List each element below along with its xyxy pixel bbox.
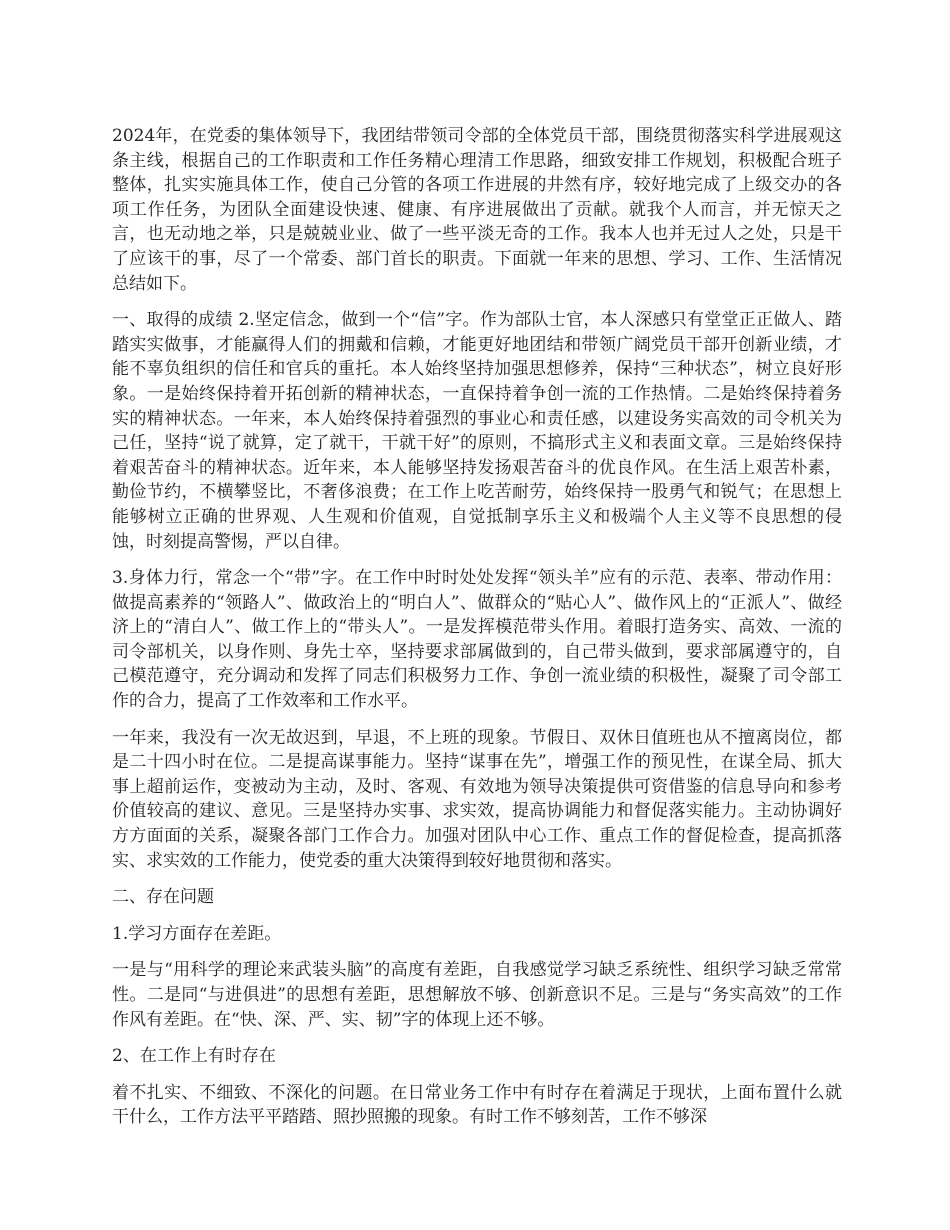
- section-heading-problems: 二、存在问题: [112, 887, 214, 908]
- paragraph-achievements-belief: 一、取得的成绩 2.坚定信念，做到一个“信”字。作为部队士官，本人深感只有堂堂正正做人、踏踏实实做事，才能赢得人们的拥戴和信赖，才能更好地团结和带领广阔党员干部开创新业绩，才能不辜负组织的信任和官兵的重托。本人始终坚持加强思想修养，保持“三种状态”，树立良好形象。一是始终保持着开拓创新的精神状态，一直保持着争创一流的工作热情。二是始终保持着务实的精神状态。一年来，本人始终保持着强烈的事业心和责任感，以建设务实高效的司令机关为己任，坚持“说了就算，定了就干，干就干好”的原则，不搞形式主义和表面文章。三是始终保持着艰苦奋斗的精神状态。近年来，本人能够坚持发扬艰苦奋斗的优良作风。在生活上艰苦朴素，勤俭节约，不横攀竖比，不奢侈浪费；在工作上吃苦耐劳，始终保持一股勇气和锐气；在思想上能够树立正确的世界观、人生观和价值观，自觉抵制享乐主义和极端个人主义等不良思想的侵蚀，时刻提高警惕，严以自律。: [112, 310, 842, 552]
- paragraph-work-issues: 着不扎实、不细致、不深化的问题。在日常业务工作中有时存在着满足于现状，上面布置什么就干什么，工作方法平平踏踏、照抄照搬的现象。有时工作不够刻苦，工作不够深: [112, 1082, 842, 1128]
- paragraph-lead-by-example: 3.身体力行，常念一个“带”字。在工作中时时处处发挥“领头羊”应有的示范、表率、带动作用：做提高素养的“领路人”、做政治上的“明白人”、做群众的“贴心人”、做作风上的“正派人”、做经济上的“清白人”、做工作上的“带头人”。一是发挥模范带头作用。着眼打造务实、高效、一流的司令部机关，以身作则、身先士卒，坚持要求部属做到的，自己带头做到，要求部属遵守的，自己模范遵守，充分调动和发挥了同志们积极努力工作、争创一流业绩的积极性，凝聚了司令部工作的合力，提高了工作效率和工作水平。: [112, 568, 842, 712]
- document-body: [112, 124, 842, 1142]
- paragraph-year-review: 一年来，我没有一次无故迟到，早退，不上班的现象。节假日、双休日值班也从不擅离岗位，都是二十四小时在位。二是提高谋事能力。坚持“谋事在先”，增强工作的预见性，在谋全局、抓大事上超前运作，变被动为主动，及时、客观、有效地为领导决策提供可资借鉴的信息导向和参考价值较高的建议、意见。三是坚持办实事、求实效，提高协调能力和督促落实能力。主动协调好方方面面的关系，凝聚各部门工作合力。加强对团队中心工作、重点工作的督促检查，提高抓落实、求实效的工作能力，使党委的重大决策得到较好地贯彻和落实。: [112, 727, 842, 871]
- paragraph-study-gap: 一是与“用科学的理论来武装头脑”的高度有差距，自我感觉学习缺乏系统性、组织学习缺乏常常性。二是同“与进俱进”的思想有差距，思想解放不够、创新意识不足。三是与“务实高效”的工作作风有差距。在“快、深、严、实、韧”字的体现上还不够。: [112, 960, 842, 1030]
- subheading-work-issues: 2、在工作上有时存在: [112, 1046, 276, 1067]
- paragraph-intro: 2024年，在党委的集体领导下，我团结带领司令部的全体党员干部，围绕贯彻落实科学进展观这条主线，根据自己的工作职责和工作任务精心理清工作思路，细致安排工作规划，积极配合班子整体，扎实实施具体工作，使自己分管的各项工作进展的井然有序，较好地完成了上级交办的各项工作任务，为团队全面建设快速、健康、有序进展做出了贡献。就我个人而言，并无惊天之言，也无动地之举，只是兢兢业业、做了一些平淡无奇的工作。我本人也并无过人之处，只是干了应该干的事，尽了一个常委、部门首长的职责。下面就一年来的思想、学习、工作、生活情况总结如下。: [112, 126, 842, 294]
- subheading-study-gap: 1.学习方面存在差距。: [112, 923, 282, 944]
